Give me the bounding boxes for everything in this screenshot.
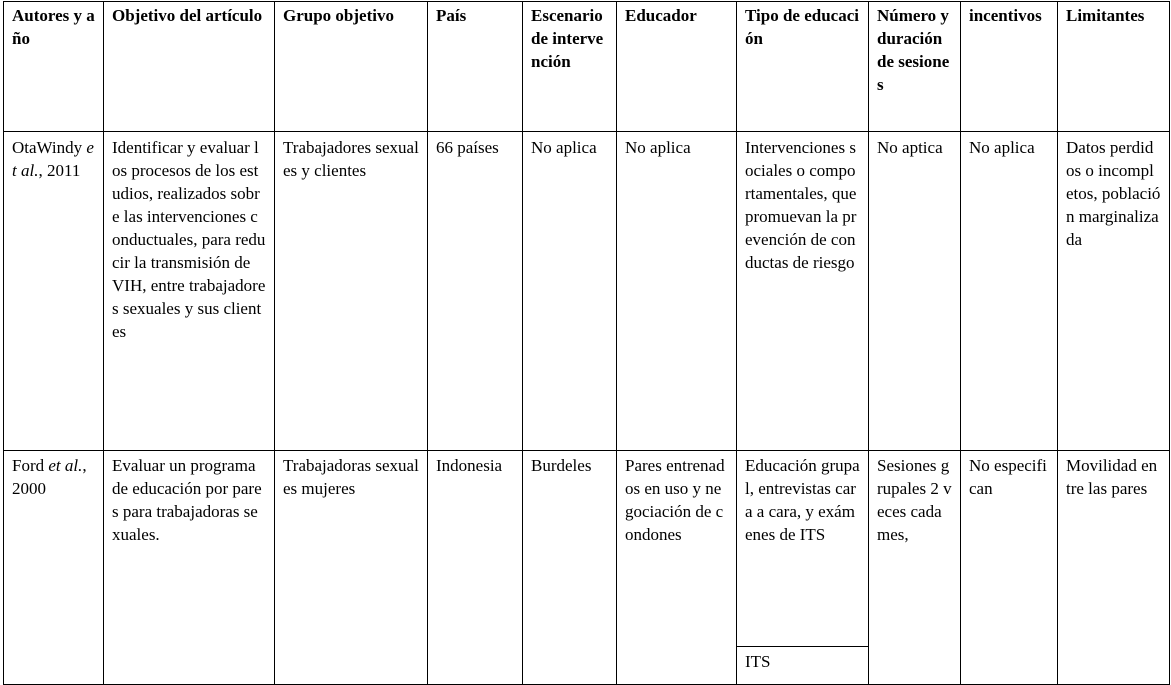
header-limitantes: Limitantes — [1058, 2, 1170, 132]
cell-limitantes: Datos perdidos o incompletos, población marginalizada — [1058, 132, 1170, 451]
cell-incentivos: No aplica — [961, 132, 1058, 451]
author-name: OtaWindy — [12, 138, 83, 157]
cell-incentivos: No especifican — [961, 451, 1058, 685]
cell-autores — [4, 132, 104, 451]
cell-tipo: Educación grupal, entrevistas cara a cara, y exámenes de ITS — [737, 451, 869, 647]
literature-table — [3, 1, 1170, 685]
cell-escenario: No aplica — [523, 132, 617, 451]
cell-objetivo: Identificar y evaluar los procesos de los estudios, realizados sobre las intervenciones conductuales, para reducir la transmisión de VIH, entre trabajadores sexuales y sus clientes — [104, 132, 275, 451]
cell-sesiones: No aptica — [869, 132, 961, 451]
header-sesiones: Número y duración de sesiones — [869, 2, 961, 132]
header-row — [4, 2, 1170, 132]
cell-objetivo: Evaluar un programa de educación por pares para trabajadoras sexuales. — [104, 451, 275, 685]
cell-sesiones: Sesiones grupales 2 veces cada mes, — [869, 451, 961, 685]
header-incentivos: incentivos — [961, 2, 1058, 132]
header-autores: Autores y año — [4, 2, 104, 132]
header-escenario: Escenario de intervención — [523, 2, 617, 132]
cell-limitantes: Movilidad entre las pares — [1058, 451, 1170, 685]
header-tipo: Tipo de educación — [737, 2, 869, 132]
cell-educador: No aplica — [617, 132, 737, 451]
cell-tipo-extra: ITS — [737, 647, 869, 685]
author-etal: et al. — [48, 456, 83, 475]
header-educador: Educador — [617, 2, 737, 132]
table-row — [4, 451, 1170, 647]
cell-escenario: Burdeles — [523, 451, 617, 685]
cell-grupo: Trabajadoras sexuales mujeres — [275, 451, 428, 685]
header-grupo: Grupo objetivo — [275, 2, 428, 132]
cell-pais: Indonesia — [428, 451, 523, 685]
header-objetivo: Objetivo del artículo — [104, 2, 275, 132]
header-pais: País — [428, 2, 523, 132]
author-name: Ford — [12, 456, 45, 475]
author-year: , 2011 — [38, 161, 81, 180]
cell-autores — [4, 451, 104, 685]
cell-educador: Pares entrenados en uso y negociación de condones — [617, 451, 737, 685]
table-row — [4, 132, 1170, 451]
cell-grupo: Trabajadores sexuales y clientes — [275, 132, 428, 451]
author-etal: et al. — [12, 138, 94, 180]
author-year: , 2000 — [12, 456, 87, 498]
cell-tipo: Intervenciones sociales o comportamentales, que promuevan la prevención de conductas de riesgo — [737, 132, 869, 451]
cell-pais: 66 países — [428, 132, 523, 451]
